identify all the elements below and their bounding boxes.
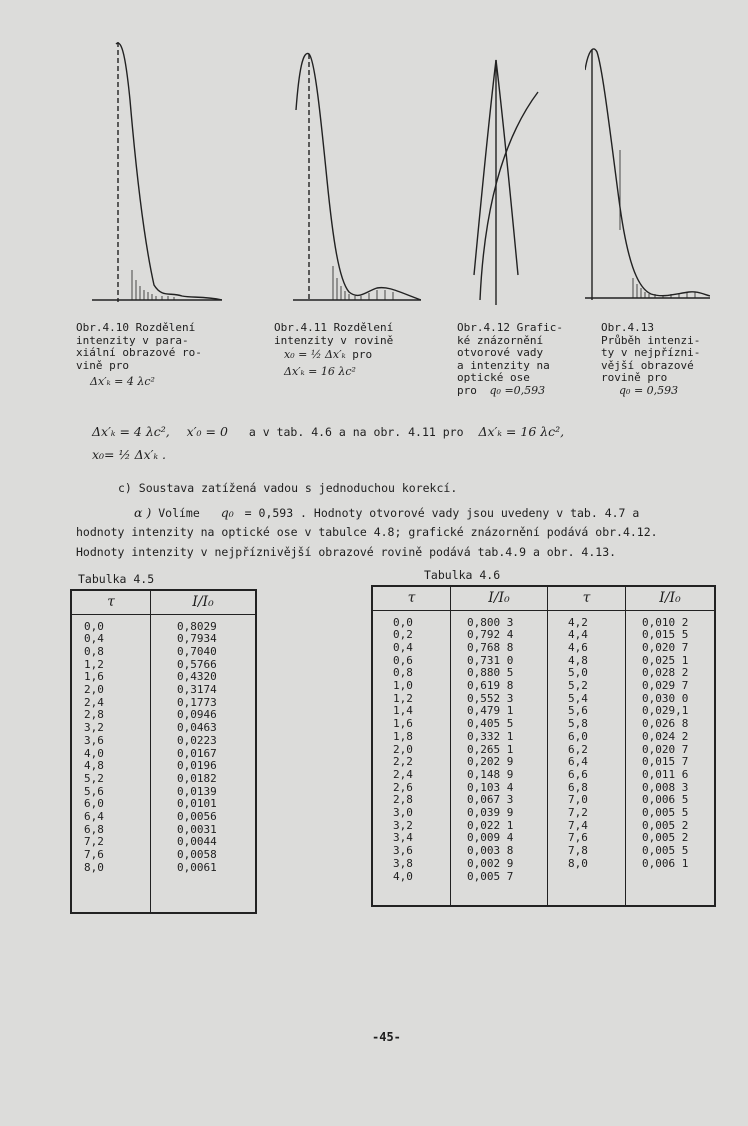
table-cell: 4,8 [568, 653, 588, 667]
table-cell: 7,6 [568, 831, 588, 845]
table-cell: 5,8 [568, 717, 588, 731]
column-header-tau: τ [372, 586, 451, 610]
formula-line-2 [92, 447, 166, 462]
inline-formula: x′₀ = 0 [186, 424, 228, 439]
table-cell: 5,6 [84, 784, 104, 798]
table-cell: 0,002 9 [467, 856, 514, 870]
table-cell: 4,8 [84, 759, 104, 773]
table-cell: 0,0182 [177, 771, 217, 785]
column-intensity [451, 610, 548, 906]
table-cell: 4,2 [568, 615, 588, 629]
caption-line: ty v nejpřízni- [601, 346, 701, 359]
body-text: Volíme [158, 506, 200, 520]
table-cell: 5,4 [568, 691, 588, 705]
table-cell: 0,003 8 [467, 844, 514, 858]
table-cell: 0,026 8 [642, 717, 689, 731]
table-cell: 0,3174 [177, 683, 217, 697]
table-cell: 0,8 [84, 644, 104, 658]
caption-line: Obr.4.12 Grafic- [457, 321, 563, 334]
column-header-intensity: I/I₀ [451, 586, 548, 610]
table-cell: 6,4 [84, 810, 104, 824]
table-cell: 2,0 [393, 742, 413, 756]
table-cell: 5,6 [568, 704, 588, 718]
body-text: a v tab. 4.6 a na obr. 4.11 pro [248, 425, 464, 439]
caption-figure-4-12 [457, 322, 563, 397]
paragraph-line-2: hodnoty intenzity na optické ose v tabulce 4.8; grafické znázornění podává obr.4.12. [76, 525, 658, 539]
table-cell: 1,0 [393, 679, 413, 693]
caption-line: otvorové vady [457, 346, 544, 359]
table-cell: 2,4 [84, 695, 104, 709]
table-cell: 1,4 [393, 704, 413, 718]
table-cell: 0,005 7 [467, 869, 514, 883]
table-cell: 3,6 [84, 733, 104, 747]
caption-line: xiální obrazové ro- [76, 346, 202, 359]
table-cell: 2,8 [84, 708, 104, 722]
table-cell: 2,0 [84, 683, 104, 697]
table-cell: 0,265 1 [467, 742, 514, 756]
table-cell: 0,030 0 [642, 691, 689, 705]
table-cell: 3,0 [393, 806, 413, 820]
table-cell: 1,2 [393, 691, 413, 705]
figure-4-10-intensity-plot [92, 30, 222, 315]
caption-line: intenzity v para- [76, 333, 189, 347]
caption-formula: x₀ = ½ Δx′ₖ [284, 348, 346, 361]
table-cell: 0,029 7 [642, 679, 689, 693]
table-cell: 0,025 1 [642, 653, 689, 667]
table-cell: 0,552 3 [467, 691, 514, 705]
paragraph-line-3: Hodnoty intenzity v nejpříznivější obrazové rovině podává tab.4.9 a obr. 4.13. [76, 545, 617, 559]
caption-line: Obr.4.10 Rozdělení [76, 321, 196, 334]
table-cell: 0,8 [393, 666, 413, 680]
caption-figure-4-11 [274, 322, 393, 378]
caption-line: optické ose [457, 371, 530, 384]
caption-figure-4-10 [76, 322, 202, 389]
table-cell: 0,7934 [177, 632, 217, 646]
table-cell: 7,2 [84, 835, 104, 849]
table-cell: 4,0 [393, 869, 413, 883]
table-cell: 0,015 5 [642, 628, 689, 642]
section-heading: c) Soustava zatížená vadou s jednoduchou korekcí. [118, 481, 458, 495]
caption-line: vině pro [76, 358, 129, 372]
table-cell: 0,028 2 [642, 666, 689, 680]
table-cell: 0,880 5 [467, 666, 514, 680]
table-cell: 0,148 9 [467, 767, 514, 781]
table-cell: 0,005 2 [642, 818, 689, 832]
table-cell: 0,009 4 [467, 831, 514, 845]
column-intensity-2 [626, 610, 716, 906]
table-cell: 0,0061 [177, 860, 217, 874]
table-cell: 0,0196 [177, 759, 217, 773]
caption-line: rovině pro [601, 371, 668, 384]
caption-line: Obr.4.11 Rozdělení [274, 321, 394, 334]
table-cell: 0,4 [84, 632, 104, 646]
caption-formula: Δx′ₖ = 16 λc² [284, 364, 356, 378]
caption-line: a intenzity na [457, 358, 550, 372]
table-cell: 0,0 [84, 619, 104, 633]
table-cell: 0,6 [393, 653, 413, 667]
column-header-intensity: I/I₀ [151, 590, 257, 614]
table-cell: 0,020 7 [642, 640, 689, 654]
table-cell: 6,2 [568, 742, 588, 756]
column-tau [372, 610, 451, 906]
table-cell: 2,4 [393, 767, 413, 781]
table-cell: 1,6 [393, 717, 413, 731]
table-cell: 6,8 [84, 822, 104, 836]
table-cell: 7,6 [84, 848, 104, 862]
table-cell: 0,1773 [177, 695, 217, 709]
table-cell: 6,4 [568, 755, 588, 769]
table-cell: 2,2 [393, 755, 413, 769]
caption-line: vější obrazové [601, 358, 694, 372]
table-cell: 0,0463 [177, 721, 217, 735]
table-cell: 7,8 [568, 844, 588, 858]
formula-line-1 [92, 424, 564, 439]
table-cell: 0,006 1 [642, 856, 689, 870]
table-cell: 6,8 [568, 780, 588, 794]
caption-formula: Δx′ₖ = 4 λc² [90, 375, 155, 388]
caption-formula: q₀ =0,593 [489, 383, 546, 397]
page-number: -45- [372, 1030, 401, 1044]
column-tau-2 [548, 610, 626, 906]
table-cell: 4,0 [84, 746, 104, 760]
table-cell: 0,0101 [177, 797, 217, 811]
table-cell: 0,2 [393, 628, 413, 642]
table-cell: 0,024 2 [642, 729, 689, 743]
inline-formula: Δx′ₖ = 4 λc², [92, 424, 170, 439]
table-4-5 [70, 589, 257, 914]
figure-4-13-intensity-plot [585, 30, 710, 315]
column-header-tau: τ [71, 590, 151, 614]
table-cell: 0,405 5 [467, 717, 514, 731]
caption-word: pro [352, 348, 373, 361]
table-cell: 8,0 [568, 856, 588, 870]
inline-formula: x₀= ½ Δx′ₖ . [92, 447, 167, 462]
table-cell: 0,006 5 [642, 793, 689, 807]
table-cell: 0,011 6 [642, 767, 689, 781]
table-cell: 0,768 8 [467, 640, 514, 654]
table-cell: 0,005 2 [642, 831, 689, 845]
column-header-intensity-2: I/I₀ [626, 586, 716, 610]
table-cell: 3,6 [393, 844, 413, 858]
table-cell: 0,0139 [177, 784, 217, 798]
table-cell: 3,2 [393, 818, 413, 832]
inline-formula: q₀ [220, 505, 234, 520]
caption-figure-4-13 [601, 322, 700, 397]
table-cell: 0,800 3 [467, 615, 514, 629]
inline-formula: Δx′ₖ = 16 λc², [478, 424, 565, 439]
table-cell: 0,029,1 [642, 704, 689, 718]
table-cell: 2,8 [393, 793, 413, 807]
column-intensity [151, 614, 257, 913]
caption-word: pro [457, 383, 477, 397]
table-cell: 7,2 [568, 806, 588, 820]
table-cell: 0,4320 [177, 670, 217, 684]
caption-line: intenzity v rovině [274, 333, 394, 347]
table-cell: 0,039 9 [467, 806, 514, 820]
table-cell: 0,619 8 [467, 679, 514, 693]
caption-formula-row [284, 349, 393, 362]
table-cell: 0,0223 [177, 733, 217, 747]
table-cell: 0,0056 [177, 810, 217, 824]
table-cell: 0,005 5 [642, 806, 689, 820]
table-cell: 1,6 [84, 670, 104, 684]
paragraph-line-1 [134, 505, 639, 520]
table-cell: 3,4 [393, 831, 413, 845]
figure-row [80, 30, 720, 315]
table-cell: 5,2 [568, 679, 588, 693]
table-cell: 0,0167 [177, 746, 217, 760]
table-cell: 0,7040 [177, 644, 217, 658]
table-cell: 0,0946 [177, 708, 217, 722]
table-cell: 4,6 [568, 640, 588, 654]
inline-formula: α ) [134, 505, 152, 520]
table-cell: 0,0058 [177, 848, 217, 862]
caption-line: ké znázornění [457, 333, 544, 347]
table-cell: 0,332 1 [467, 729, 514, 743]
caption-line: Obr.4.13 [601, 321, 654, 334]
table-cell: 0,8029 [177, 619, 217, 633]
table-cell: 5,0 [568, 666, 588, 680]
table-4-5-title: Tabulka 4.5 [78, 572, 155, 586]
table-cell: 7,4 [568, 818, 588, 832]
table-cell: 8,0 [84, 860, 104, 874]
table-cell: 0,022 1 [467, 818, 514, 832]
table-cell: 3,2 [84, 721, 104, 735]
table-cell: 0,0031 [177, 822, 217, 836]
table-cell: 0,0 [393, 615, 413, 629]
table-cell: 0,015 7 [642, 755, 689, 769]
caption-formula: q₀ = 0,593 [619, 383, 679, 397]
table-cell: 0,020 7 [642, 742, 689, 756]
table-cell: 3,8 [393, 856, 413, 870]
body-text: = 0,593 . Hodnoty otvorové vady jsou uvedeny v tab. 4.7 a [244, 506, 640, 520]
table-cell: 6,0 [568, 729, 588, 743]
figure-4-12-aberration-plot [472, 30, 542, 315]
table-cell: 0,008 3 [642, 780, 689, 794]
table-cell: 0,202 9 [467, 755, 514, 769]
column-header-tau-2: τ [548, 586, 626, 610]
table-cell: 6,0 [84, 797, 104, 811]
table-cell: 5,2 [84, 771, 104, 785]
table-4-6 [371, 585, 716, 907]
table-cell: 4,4 [568, 628, 588, 642]
table-cell: 6,6 [568, 767, 588, 781]
table-cell: 0,792 4 [467, 628, 514, 642]
table-cell: 0,067 3 [467, 793, 514, 807]
table-cell: 1,2 [84, 657, 104, 671]
table-cell: 7,0 [568, 793, 588, 807]
table-cell: 0,103 4 [467, 780, 514, 794]
table-cell: 2,6 [393, 780, 413, 794]
column-tau [71, 614, 151, 913]
table-cell: 0,005 5 [642, 844, 689, 858]
table-cell: 1,8 [393, 729, 413, 743]
caption-line: Průběh intenzi- [601, 333, 701, 347]
table-cell: 0,479 1 [467, 704, 514, 718]
table-cell: 0,010 2 [642, 615, 689, 629]
table-cell: 0,5766 [177, 657, 217, 671]
table-cell: 0,731 0 [467, 653, 514, 667]
table-cell: 0,0044 [177, 835, 217, 849]
caption-formula-row [457, 385, 563, 398]
figure-4-11-intensity-plot [293, 30, 421, 315]
table-4-6-title: Tabulka 4.6 [424, 568, 501, 582]
table-cell: 0,4 [393, 640, 413, 654]
